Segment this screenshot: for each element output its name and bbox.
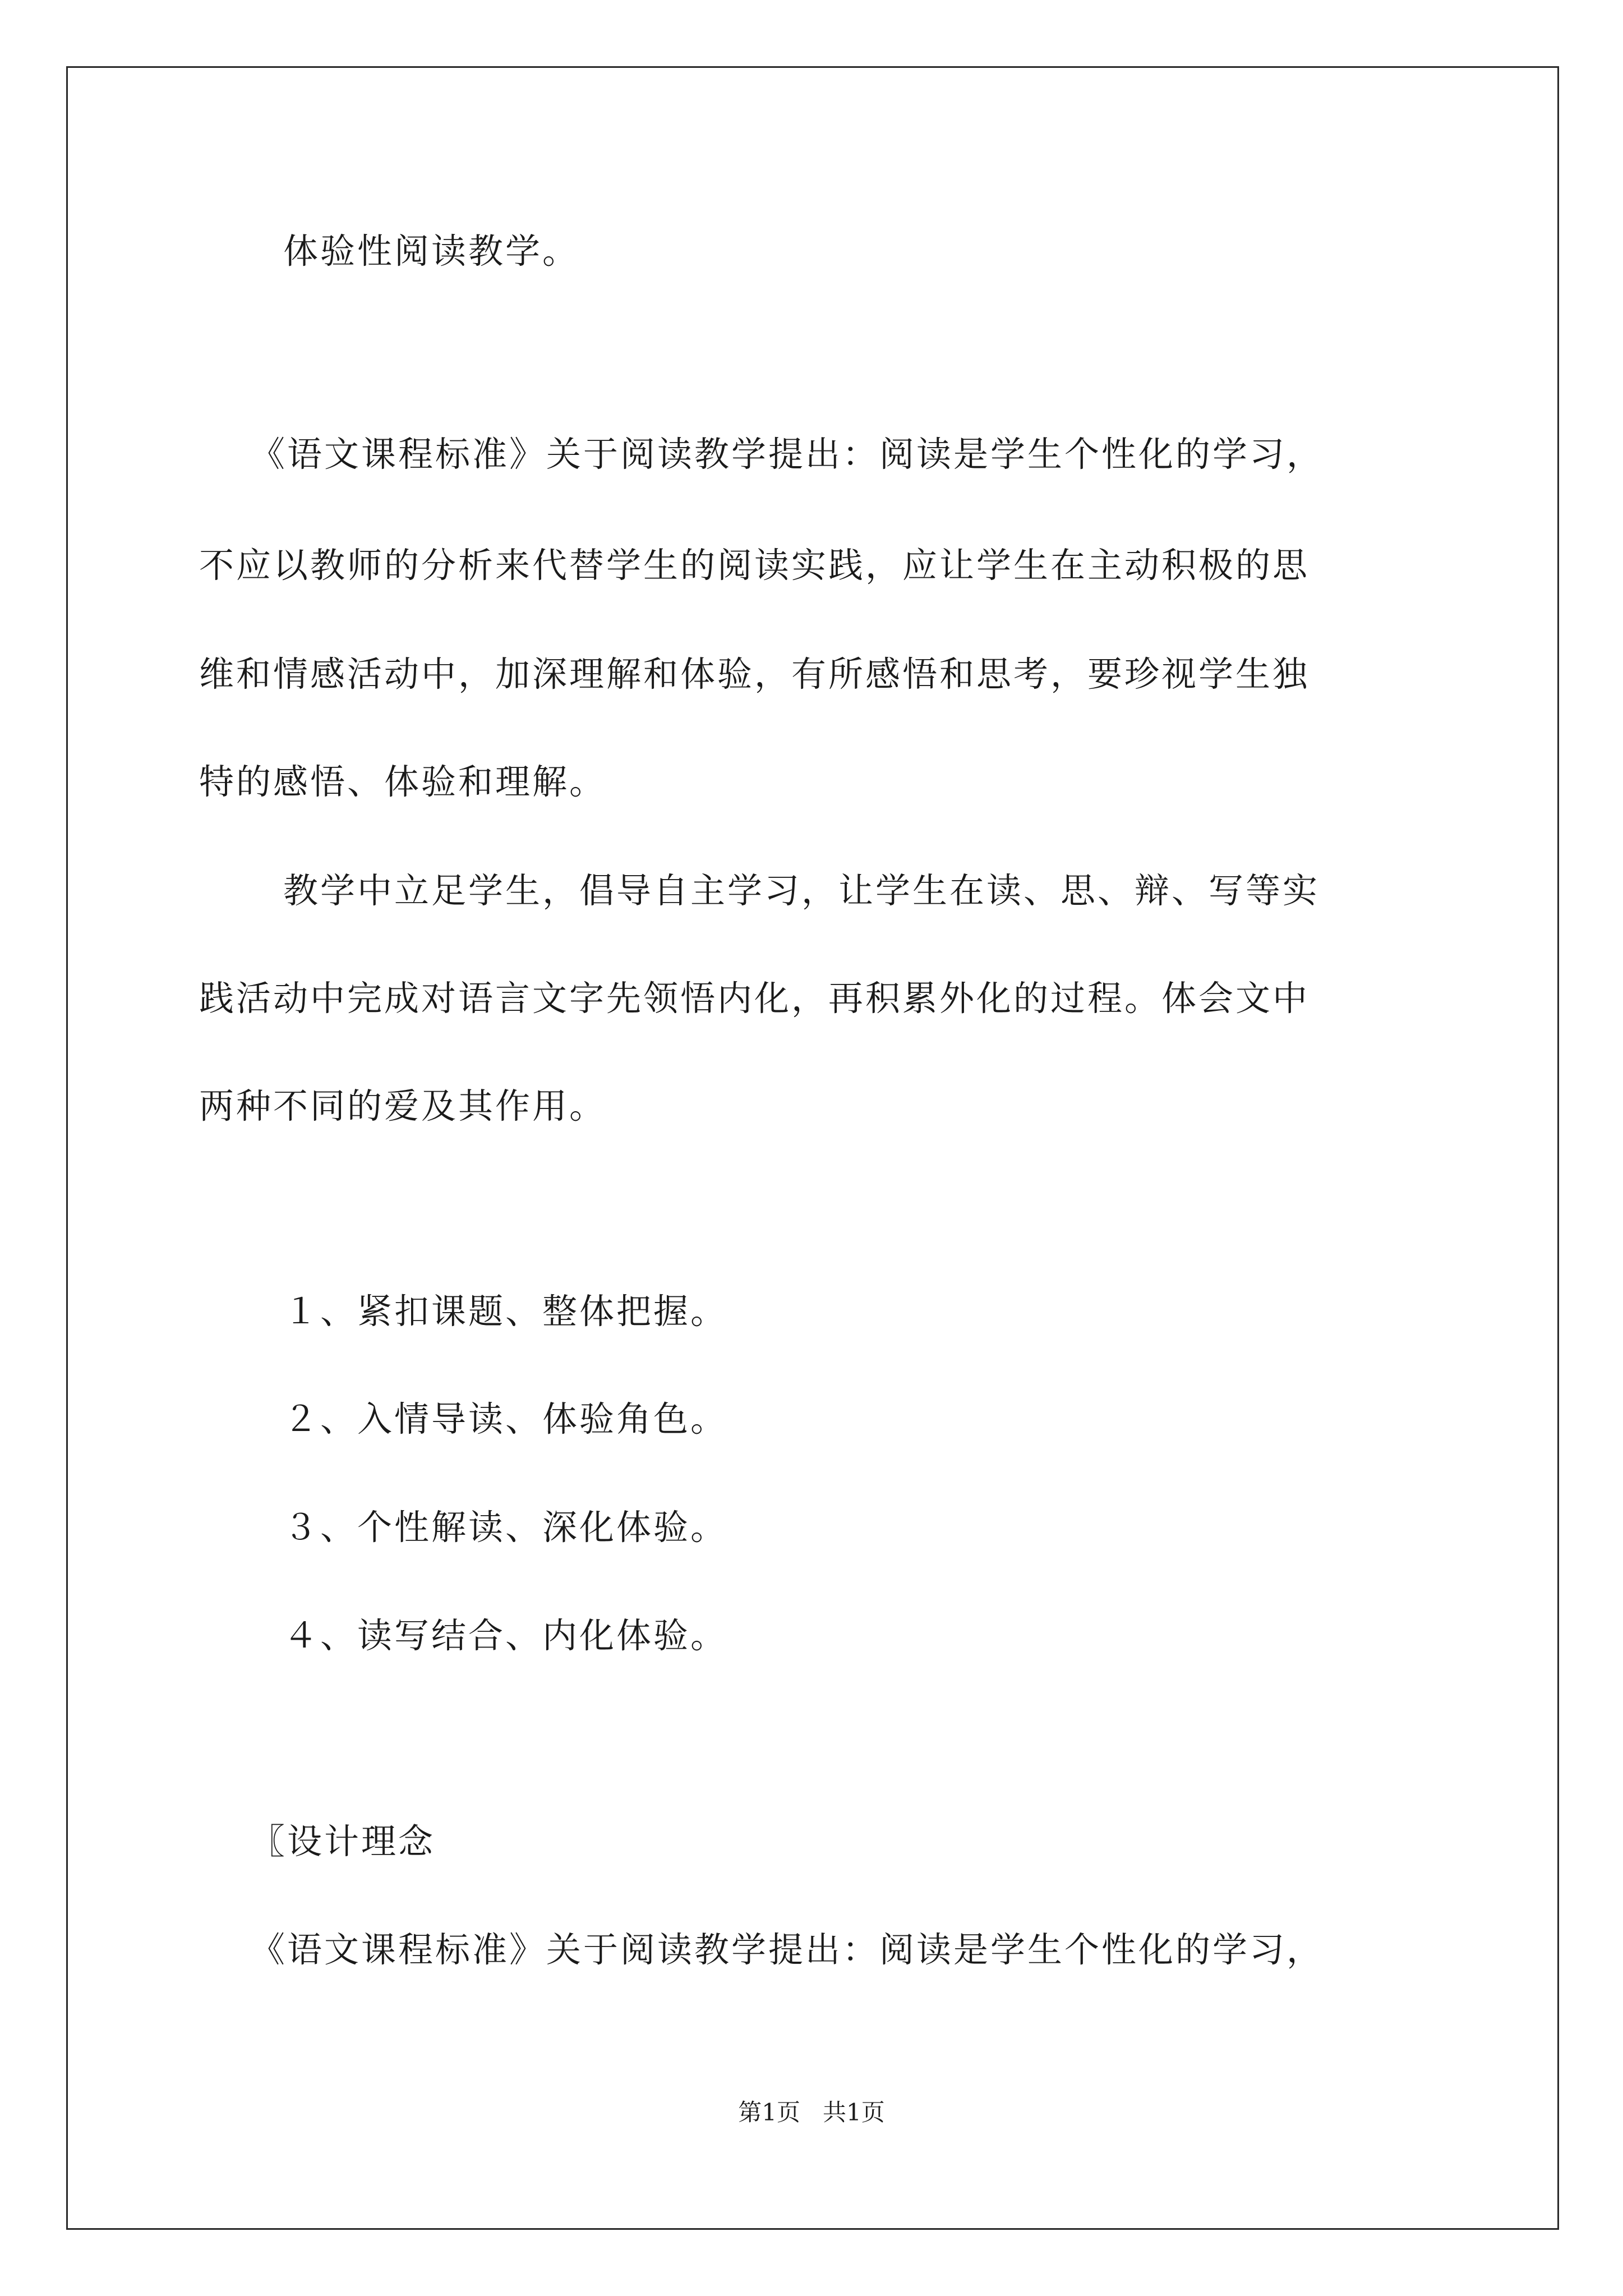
paragraph-line: 教学中立足学生，倡导自主学习，让学生在读、思、辩、写等实 [283,870,1320,911]
page-footer: 第1页 共1页 [738,2099,885,2126]
paragraph-line: 践活动中完成对语言文字先领悟内化，再积累外化的过程。体会文中 [199,978,1310,1019]
list-item: ４、读写结合、内化体验。 [283,1615,728,1656]
list-item: ３、个性解读、深化体验。 [283,1507,728,1548]
paragraph-line: 特的感悟、体验和理解。 [199,761,607,802]
paragraph-line: 《语文课程标准》关于阅读教学提出：阅读是学生个性化的学习， [250,1929,1324,1970]
list-item: ２、入情导读、体验角色。 [283,1398,728,1439]
paragraph-line: 《语文课程标准》关于阅读教学提出：阅读是学生个性化的学习， [250,434,1324,475]
paragraph-line: 体验性阅读教学。 [283,231,580,272]
page-border [66,66,1559,2230]
paragraph-line: 两种不同的爱及其作用。 [199,1085,607,1126]
paragraph-line: 维和情感活动中，加深理解和体验，有所感悟和思考，要珍视学生独 [199,654,1310,694]
section-heading: 〖设计理念 [250,1821,436,1862]
paragraph-line: 不应以教师的分析来代替学生的阅读实践，应让学生在主动积极的思 [199,545,1310,586]
list-item: １、紧扣课题、整体把握。 [283,1291,728,1332]
